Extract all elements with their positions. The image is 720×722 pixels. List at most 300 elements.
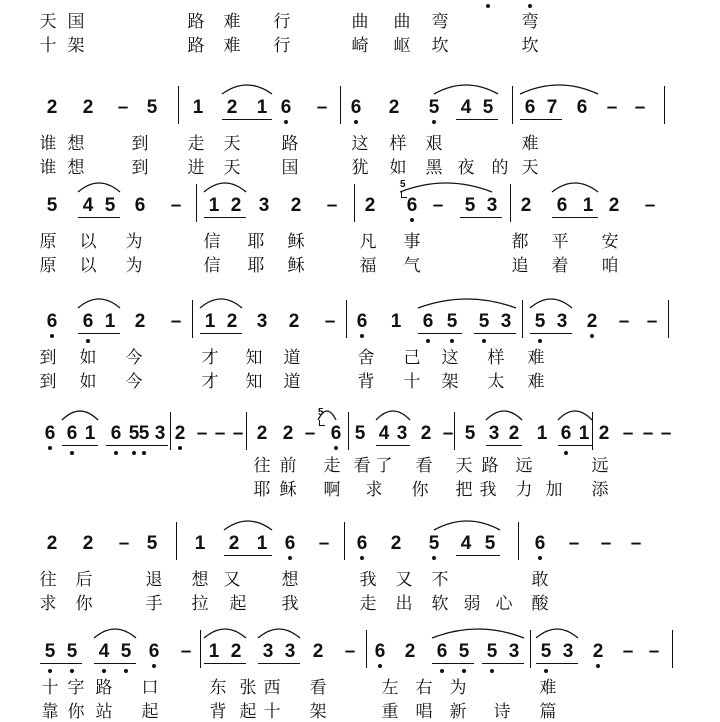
note-digit: 2	[586, 311, 598, 332]
slur	[376, 411, 410, 420]
note-digit: 5	[120, 641, 132, 662]
note-digit: 5	[146, 97, 158, 118]
note-digit: 2	[288, 311, 300, 332]
low-octave-dot	[440, 669, 444, 673]
lyric-char: 新	[449, 702, 467, 722]
low-octave-dot	[596, 664, 600, 668]
lyric-char: 西	[263, 678, 281, 698]
note-digit: 5	[458, 641, 470, 662]
lyric-char: 篇	[539, 702, 557, 722]
note-digit: 1	[582, 195, 594, 216]
eighth-beam	[78, 333, 120, 334]
grace-note: 5	[318, 407, 324, 418]
note-digit: 3	[500, 311, 512, 332]
dash: –	[118, 533, 130, 554]
lyric-char: 如	[389, 158, 407, 178]
dash: –	[180, 641, 192, 662]
note-digit: 1	[208, 641, 220, 662]
low-octave-dot	[124, 669, 128, 673]
lyric-char: 出	[395, 594, 413, 614]
dash: –	[326, 195, 338, 216]
note-digit: 3	[486, 195, 498, 216]
lyric-char: 信	[203, 256, 221, 276]
note-digit: 5	[138, 423, 150, 444]
note-digit: 2	[364, 195, 376, 216]
lyric-char: 看	[309, 678, 327, 698]
bar-line	[200, 630, 201, 668]
note-digit: 5	[478, 311, 490, 332]
note-digit: 3	[262, 641, 274, 662]
bar-line	[454, 412, 455, 450]
note-digit: 2	[226, 97, 238, 118]
eighth-beam	[558, 445, 592, 446]
note-digit: 2	[46, 97, 58, 118]
low-octave-dot	[48, 669, 52, 673]
note-digit: 3	[256, 311, 268, 332]
note-digit: 1	[256, 97, 268, 118]
low-octave-dot	[432, 120, 436, 124]
dash: –	[432, 195, 444, 216]
lyric-char: 稣	[287, 232, 305, 252]
lyric-char: 往	[253, 456, 271, 476]
bar-line	[178, 86, 179, 124]
low-octave-dot	[114, 451, 118, 455]
note-digit: 5	[66, 641, 78, 662]
bar-line	[512, 86, 513, 124]
lyric-char: 难	[527, 348, 545, 368]
slur	[400, 183, 492, 192]
lyric-char: 才	[201, 348, 219, 368]
lyric-char: 为	[125, 256, 143, 276]
note-digit: 4	[82, 195, 94, 216]
lyric-char: 原	[39, 256, 57, 276]
lyric-char: 弯	[521, 12, 539, 32]
low-octave-dot	[102, 669, 106, 673]
note-digit: 6	[330, 423, 342, 444]
lyric-char: 我	[479, 480, 497, 500]
lyric-char: 手	[145, 594, 163, 614]
eighth-beam	[536, 663, 578, 664]
bar-line	[192, 300, 193, 338]
lyric-char: 左	[381, 678, 399, 698]
lyric-char: 这	[351, 134, 369, 154]
lyric-char: 谁	[39, 158, 57, 178]
lyric-char: 以	[79, 232, 97, 252]
dash: –	[214, 423, 226, 444]
lyric-char: 唱	[415, 702, 433, 722]
note-digit: 6	[356, 533, 368, 554]
grace-hook	[401, 192, 407, 198]
lyric-char: 崎	[351, 36, 369, 56]
dash: –	[318, 533, 330, 554]
note-digit: 2	[520, 195, 532, 216]
bar-line	[530, 630, 531, 668]
lyric-char: 背	[209, 702, 227, 722]
lyric-char: 站	[95, 702, 113, 722]
bar-line	[340, 86, 341, 124]
dash: –	[442, 423, 454, 444]
note-digit: 4	[378, 423, 390, 444]
note-digit: 2	[82, 97, 94, 118]
eighth-beam	[78, 217, 120, 218]
note-digit: 2	[282, 423, 294, 444]
note-digit: 5	[428, 97, 440, 118]
note-digit: 2	[608, 195, 620, 216]
note-digit: 4	[460, 97, 472, 118]
eighth-beam	[456, 119, 498, 120]
lyric-char: 样	[389, 134, 407, 154]
dash: –	[568, 533, 580, 554]
dash: –	[606, 97, 618, 118]
note-digit: 5	[464, 423, 476, 444]
lyric-char: 国	[67, 12, 85, 32]
dash: –	[117, 97, 129, 118]
lyric-char: 了	[375, 456, 393, 476]
low-octave-dot	[378, 664, 382, 668]
lyric-char: 又	[223, 570, 241, 590]
note-digit: 5	[446, 311, 458, 332]
eighth-beam	[94, 663, 136, 664]
eighth-beam	[474, 333, 516, 334]
lyric-char: 拉	[191, 594, 209, 614]
note-digit: 3	[154, 423, 166, 444]
lyric-char: 天	[223, 158, 241, 178]
lyric-char: 路	[95, 678, 113, 698]
lyric-char: 十	[41, 678, 59, 698]
note-digit: 1	[84, 423, 96, 444]
lyric-char: 今	[125, 372, 143, 392]
bar-line	[176, 522, 177, 560]
lyric-char: 稣	[287, 256, 305, 276]
lyric-char: 口	[141, 678, 159, 698]
lyric-char: 难	[223, 36, 241, 56]
lyric-char: 耶	[247, 256, 265, 276]
eighth-beam	[486, 445, 522, 446]
note-digit: 5	[484, 533, 496, 554]
dash: –	[634, 97, 646, 118]
low-octave-dot	[482, 339, 486, 343]
note-digit: 2	[388, 97, 400, 118]
eighth-beam	[530, 333, 572, 334]
slur	[200, 299, 242, 308]
note-digit: 1	[578, 423, 590, 444]
lyric-char: 想	[67, 134, 85, 154]
lyric-char: 气	[403, 256, 421, 276]
lyric-char: 岖	[393, 36, 411, 56]
lyric-char: 道	[283, 348, 301, 368]
slur	[222, 85, 272, 94]
lyric-char: 往	[39, 570, 57, 590]
dash: –	[324, 311, 336, 332]
slur	[434, 521, 500, 530]
dash: –	[644, 195, 656, 216]
lyric-char: 天	[521, 158, 539, 178]
low-octave-dot	[284, 120, 288, 124]
bar-line	[344, 522, 345, 560]
bar-line	[348, 412, 349, 450]
eighth-beam	[136, 445, 168, 446]
lyric-char: 黑	[425, 158, 443, 178]
lyric-char: 原	[39, 232, 57, 252]
lyric-char: 起	[141, 702, 159, 722]
note-digit: 6	[46, 311, 58, 332]
note-digit: 5	[44, 641, 56, 662]
low-octave-dot	[538, 556, 542, 560]
lyric-char: 信	[203, 232, 221, 252]
note-digit: 1	[194, 533, 206, 554]
lyric-char: 走	[323, 456, 341, 476]
low-octave-dot	[360, 334, 364, 338]
low-octave-dot	[426, 339, 430, 343]
note-digit: 1	[204, 311, 216, 332]
lyric-char: 到	[131, 158, 149, 178]
note-digit: 5	[540, 641, 552, 662]
note-digit: 7	[546, 97, 558, 118]
note-digit: 6	[406, 195, 418, 216]
note-digit: 6	[560, 423, 572, 444]
lyric-char: 为	[449, 678, 467, 698]
note-digit: 1	[104, 311, 116, 332]
eighth-beam	[418, 333, 462, 334]
dash: –	[642, 423, 654, 444]
low-octave-dot	[334, 446, 338, 450]
eighth-beam	[204, 217, 246, 218]
note-digit: 2	[390, 533, 402, 554]
bar-line	[354, 184, 355, 222]
dash: –	[304, 423, 316, 444]
lyric-char: 事	[403, 232, 421, 252]
lyric-char: 如	[79, 348, 97, 368]
low-octave-dot	[410, 218, 414, 222]
note-digit: 6	[436, 641, 448, 662]
slur	[204, 629, 246, 638]
note-digit: 2	[46, 533, 58, 554]
lyric-char: 凡	[359, 232, 377, 252]
slur	[418, 299, 516, 308]
eighth-beam	[258, 663, 300, 664]
lyric-char: 到	[131, 134, 149, 154]
lyric-char: 福	[359, 256, 377, 276]
lyric-char: 艰	[425, 134, 443, 154]
lyric-char: 力	[515, 480, 533, 500]
note-digit: 3	[556, 311, 568, 332]
lyric-char: 才	[201, 372, 219, 392]
lyric-char: 知	[245, 348, 263, 368]
slur	[558, 411, 592, 420]
lyric-char: 都	[511, 232, 529, 252]
lyric-char: 路	[281, 134, 299, 154]
low-octave-dot	[70, 669, 74, 673]
note-digit: 2	[226, 311, 238, 332]
bar-line	[518, 522, 519, 560]
lyric-char: 舍	[357, 348, 375, 368]
lyric-char: 难	[527, 372, 545, 392]
grace-hook	[319, 420, 325, 426]
lyric-char: 国	[281, 158, 299, 178]
slur	[434, 85, 498, 94]
eighth-beam	[520, 119, 562, 120]
eighth-beam	[200, 333, 242, 334]
lyric-char: 起	[239, 702, 257, 722]
lyric-char: 敢	[531, 570, 549, 590]
lyric-char: 弯	[431, 12, 449, 32]
lyric-char: 心	[495, 594, 513, 614]
low-octave-dot	[142, 451, 146, 455]
slur	[486, 411, 522, 420]
lyric-char: 添	[591, 480, 609, 500]
lyric-char: 到	[39, 348, 57, 368]
note-digit: 5	[486, 641, 498, 662]
lyric-char: 求	[39, 594, 57, 614]
note-digit: 5	[482, 97, 494, 118]
low-octave-dot	[354, 120, 358, 124]
bar-line	[664, 86, 665, 124]
bar-line	[672, 630, 673, 668]
lyric-char: 犹	[351, 158, 369, 178]
low-octave-dot	[450, 339, 454, 343]
dash: –	[196, 423, 208, 444]
lyric-char: 又	[395, 570, 413, 590]
note-digit: 3	[508, 641, 520, 662]
lyric-char: 平	[551, 232, 569, 252]
lyric-char: 十	[39, 36, 57, 56]
eighth-beam	[222, 119, 272, 120]
note-digit: 6	[350, 97, 362, 118]
lyric-char: 加	[545, 480, 563, 500]
note-digit: 2	[256, 423, 268, 444]
lyric-char: 进	[187, 158, 205, 178]
lyric-char: 架	[309, 702, 327, 722]
bar-line	[366, 630, 367, 668]
low-octave-dot	[538, 339, 542, 343]
lyric-char: 软	[431, 594, 449, 614]
note-digit: 2	[420, 423, 432, 444]
note-digit: 6	[82, 311, 94, 332]
note-digit: 2	[230, 641, 242, 662]
lyric-char: 安	[601, 232, 619, 252]
low-octave-dot	[462, 669, 466, 673]
note-digit: 5	[428, 533, 440, 554]
lyric-char: 难	[521, 134, 539, 154]
bar-line	[510, 184, 511, 222]
eighth-beam	[62, 445, 98, 446]
note-digit: 6	[556, 195, 568, 216]
low-octave-dot	[132, 451, 136, 455]
eighth-beam	[40, 663, 82, 664]
dash: –	[660, 423, 672, 444]
slur	[432, 629, 524, 638]
lyric-char: 靠	[41, 702, 59, 722]
note-digit: 2	[312, 641, 324, 662]
lyric-char: 后	[75, 570, 93, 590]
dash: –	[646, 311, 658, 332]
lyric-char: 知	[245, 372, 263, 392]
note-digit: 2	[598, 423, 610, 444]
dot-partial	[528, 4, 532, 8]
dash: –	[622, 423, 634, 444]
note-digit: 6	[374, 641, 386, 662]
low-octave-dot	[152, 664, 156, 668]
note-digit: 5	[46, 195, 58, 216]
lyric-char: 走	[359, 594, 377, 614]
lyric-char: 今	[125, 348, 143, 368]
lyric-char: 张	[239, 678, 257, 698]
lyric-char: 曲	[393, 12, 411, 32]
low-octave-dot	[360, 556, 364, 560]
lyric-char: 道	[283, 372, 301, 392]
slur	[62, 411, 98, 420]
note-digit: 3	[396, 423, 408, 444]
lyric-char: 耶	[253, 480, 271, 500]
lyric-char: 行	[273, 36, 291, 56]
note-digit: 3	[562, 641, 574, 662]
low-octave-dot	[50, 334, 54, 338]
lyric-char: 起	[229, 594, 247, 614]
slur	[78, 299, 120, 308]
note-digit: 2	[404, 641, 416, 662]
note-digit: 5	[464, 195, 476, 216]
lyric-char: 酸	[531, 594, 549, 614]
low-octave-dot	[544, 669, 548, 673]
eighth-beam	[482, 663, 524, 664]
lyric-char: 追	[511, 256, 529, 276]
note-digit: 2	[290, 195, 302, 216]
note-digit: 6	[110, 423, 122, 444]
lyric-char: 到	[39, 372, 57, 392]
lyric-char: 的	[491, 158, 509, 178]
lyric-char: 把	[455, 480, 473, 500]
lyric-char: 你	[75, 594, 93, 614]
lyric-char: 架	[67, 36, 85, 56]
lyric-char: 想	[281, 570, 299, 590]
slur	[224, 521, 272, 530]
bar-line	[522, 300, 523, 338]
lyric-char: 想	[67, 158, 85, 178]
note-digit: 5	[534, 311, 546, 332]
low-octave-dot	[490, 669, 494, 673]
note-digit: 6	[280, 97, 292, 118]
lyric-char: 天	[39, 12, 57, 32]
eighth-beam	[460, 217, 502, 218]
note-digit: 4	[98, 641, 110, 662]
bar-line	[346, 300, 347, 338]
low-octave-dot	[70, 451, 74, 455]
note-digit: 6	[524, 97, 536, 118]
note-digit: 4	[460, 533, 472, 554]
note-digit: 6	[66, 423, 78, 444]
note-digit: 3	[284, 641, 296, 662]
note-digit: 6	[576, 97, 588, 118]
slur	[78, 183, 120, 192]
lyric-char: 稣	[279, 480, 297, 500]
eighth-beam	[456, 555, 500, 556]
lyric-char: 夜	[457, 158, 475, 178]
eighth-beam	[376, 445, 410, 446]
note-digit: 6	[284, 533, 296, 554]
lyric-char: 你	[411, 480, 429, 500]
dash: –	[648, 641, 660, 662]
note-digit: 2	[592, 641, 604, 662]
lyric-char: 远	[591, 456, 609, 476]
lyric-char: 路	[187, 12, 205, 32]
note-digit: 3	[488, 423, 500, 444]
note-digit: 6	[422, 311, 434, 332]
dash: –	[232, 423, 244, 444]
note-digit: 1	[536, 423, 548, 444]
lyric-char: 这	[441, 348, 459, 368]
dash: –	[170, 195, 182, 216]
lyric-char: 难	[223, 12, 241, 32]
